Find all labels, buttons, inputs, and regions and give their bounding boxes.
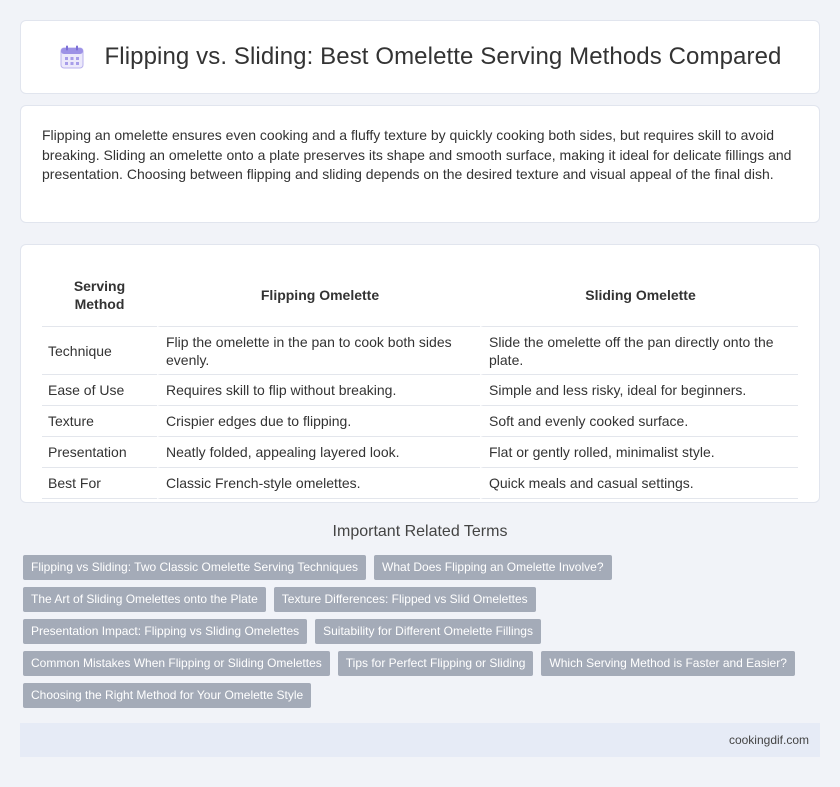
intro-card bbox=[20, 105, 820, 223]
flipping-cell: Crispier edges due to flipping. bbox=[157, 406, 480, 437]
related-tag[interactable]: Flipping vs Sliding: Two Classic Omelette Serving Techniques bbox=[23, 555, 366, 580]
sliding-cell: Soft and evenly cooked surface. bbox=[480, 406, 798, 437]
flipping-cell: Flip the omelette in the pan to cook both sides evenly. bbox=[157, 327, 480, 375]
row-label: Presentation bbox=[42, 437, 157, 468]
flipping-cell: Requires skill to flip without breaking. bbox=[157, 375, 480, 406]
page-title: Flipping vs. Sliding: Best Omelette Serving Methods Compared bbox=[104, 43, 782, 70]
footer-site: cookingdif.com bbox=[728, 733, 809, 747]
related-tag[interactable]: Texture Differences: Flipped vs Slid Omelettes bbox=[274, 587, 536, 612]
comparison-table-card bbox=[20, 244, 820, 503]
row-label: Technique bbox=[42, 327, 157, 375]
sliding-cell: Simple and less risky, ideal for beginners. bbox=[480, 375, 798, 406]
table-row bbox=[42, 406, 798, 437]
related-tag[interactable]: What Does Flipping an Omelette Involve? bbox=[374, 555, 611, 580]
related-tag[interactable]: Common Mistakes When Flipping or Sliding Omelettes bbox=[23, 651, 330, 676]
header-sliding: Sliding Omelette bbox=[480, 264, 798, 327]
row-label: Ease of Use bbox=[42, 375, 157, 406]
header-serving-method: Serving Method bbox=[42, 264, 157, 327]
table-row bbox=[42, 437, 798, 468]
sliding-cell: Slide the omelette off the pan directly onto the plate. bbox=[480, 327, 798, 375]
table-row bbox=[42, 327, 798, 375]
table-header-row bbox=[42, 264, 798, 327]
related-tags bbox=[20, 555, 820, 715]
related-tag[interactable]: Tips for Perfect Flipping or Sliding bbox=[338, 651, 534, 676]
sliding-cell: Flat or gently rolled, minimalist style. bbox=[480, 437, 798, 468]
table-row bbox=[42, 468, 798, 499]
sliding-cell: Quick meals and casual settings. bbox=[480, 468, 798, 499]
header-flipping: Flipping Omelette bbox=[157, 264, 480, 327]
intro-text: Flipping an omelette ensures even cooking and a fluffy texture by quickly cooking both sides, but requires skill to avoid breaking. Sliding an omelette onto a plate preserves its shape and smooth surface, making it ideal for delicate fillings and presentation. Choosing between flipping and sliding depends on the desired texture and visual appeal of the final dish. bbox=[42, 127, 792, 182]
related-tag[interactable]: Choosing the Right Method for Your Omelette Style bbox=[23, 683, 311, 708]
related-tag[interactable]: Presentation Impact: Flipping vs Sliding Omelettes bbox=[23, 619, 307, 644]
related-tag[interactable]: Which Serving Method is Faster and Easier? bbox=[541, 651, 794, 676]
table-row bbox=[42, 375, 798, 406]
related-tag[interactable]: Suitability for Different Omelette Fillings bbox=[315, 619, 541, 644]
related-terms-section bbox=[20, 523, 820, 715]
flipping-cell: Classic French-style omelettes. bbox=[157, 468, 480, 499]
row-label: Texture bbox=[42, 406, 157, 437]
row-label: Best For bbox=[42, 468, 157, 499]
flipping-cell: Neatly folded, appealing layered look. bbox=[157, 437, 480, 468]
title-card bbox=[20, 20, 820, 94]
footer bbox=[20, 723, 820, 757]
related-tag[interactable]: The Art of Sliding Omelettes onto the Plate bbox=[23, 587, 266, 612]
related-terms-title: Important Related Terms bbox=[332, 523, 508, 540]
comparison-table bbox=[42, 264, 798, 499]
calendar-icon bbox=[59, 44, 85, 70]
title-wrap bbox=[59, 43, 782, 71]
